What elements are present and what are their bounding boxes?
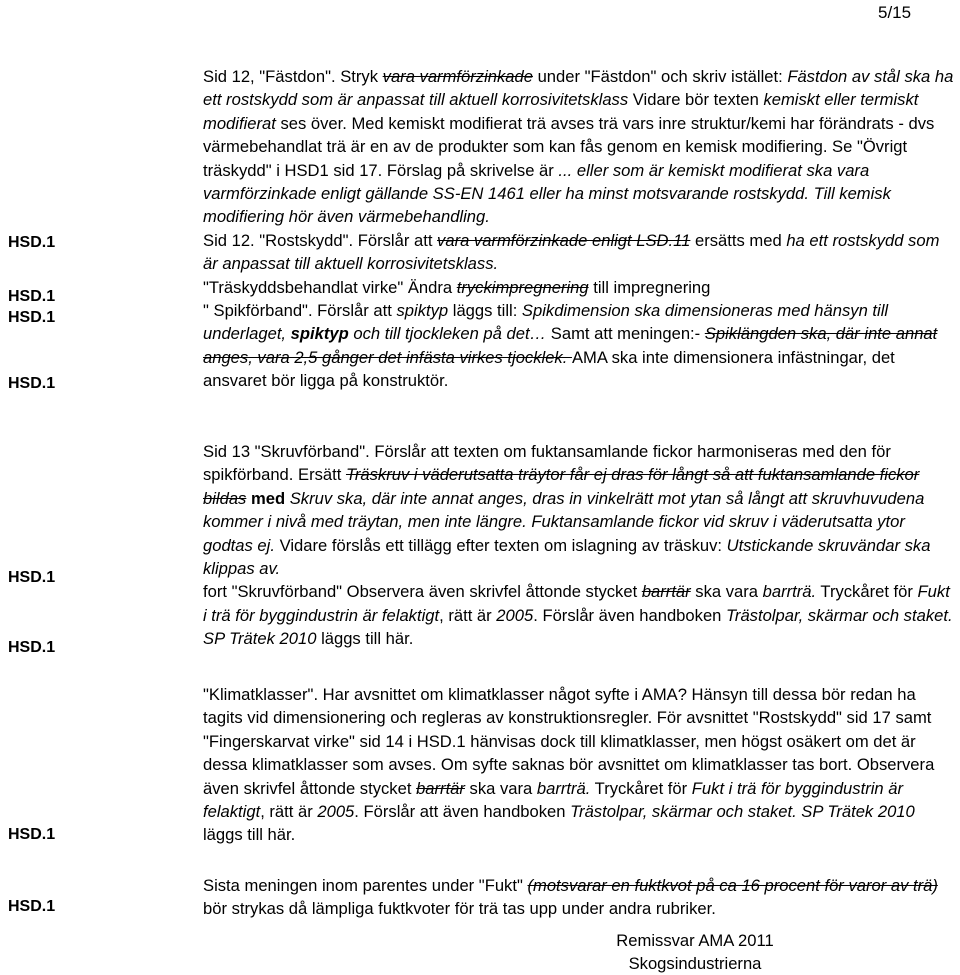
paragraph-skruvforband: Sid 13 "Skruvförband". Förslår att texten om fuktansamlande fickor harmoniseras med den för spikförband. Ersätt Träskruv i väderutsatta träytor får ej dras för långt så att fuktansamlande fickor bildas med Skruv ska, där inte annat anges, dras in vinkelrätt mot ytan så långt att skruvhuvudena kommer i nivå med träytan, men inte längre. Fuktansamlande fickor vid skruv i väderutsatta ytor godtas ej. Vidare förslås ett tillägg efter texten om islagning av träskuv: Utstickande skruvändar ska klippas av.: [203, 442, 931, 579]
margin-label-hsd1: HSD.1: [8, 234, 56, 251]
footer-organization: Skogsindustrierna: [628, 954, 762, 973]
paragraph-fukt: Sista meningen inom parentes under "Fukt" (motsvarar en fuktkvot på ca 16 procent för varor av trä) bör strykas då lämpliga fuktkvoter för trä tas upp under andra rubriker.: [203, 876, 938, 919]
paragraph-traskydd: "Träskyddsbehandlat virke" Ändra tryckimpregnering till impregnering: [203, 277, 711, 297]
paragraph-klimatklasser: "Klimatklasser". Har avsnittet om klimatklasser något syfte i AMA? Hänsyn till dessa bör redan ha tagits vid dimensionering och regleras av konstruktionsregler. För avsnittet "Rostskydd" sid 17 samt "Fingerskarvat virke" sid 14 i HSD.1 hänvisas dock till klimatklasser, men högst osäkert om det är dessa klimatklasser som avses. Om syfte saknas bör avsnittet om klimatklasser tas bort. Observera även skrivfel åttonde stycket barrtär ska vara barrträ. Tryckåret för Fukt i trä för byggindustrin är felaktigt, rätt är 2005. Förslår att även handboken Trästolpar, skärmar och staket. SP Trätek 2010 läggs till här.: [203, 685, 935, 845]
margin-label-hsd1: HSD.1: [8, 826, 56, 843]
margin-label-hsd1: HSD.1: [8, 288, 56, 305]
margin-label-hsd1: HSD.1: [8, 639, 56, 656]
paragraph-spikforband: " Spikförband". Förslår att spiktyp läggs till: Spikdimension ska dimensioneras med hänsyn till underlaget, spiktyp och till tjockleken på det… Samt att meningen:- Spiklängden ska, där inte annat anges, vara 2,5 gånger det infästa virkes tjocklek. AMA ska inte dimensionera infästningar, det ansvaret bör ligga på konstruktör.: [203, 301, 938, 391]
footer-title: Remissvar AMA 2011: [616, 931, 774, 950]
section-fukt: [203, 874, 955, 921]
paragraph-rostskydd: Sid 12. "Rostskydd". Förslår att vara varmförzinkade enligt LSD.11 ersätts med ha ett rostskydd som är anpassat till aktuell korrosivitetsklass.: [203, 230, 940, 274]
margin-label-hsd1: HSD.1: [8, 309, 56, 326]
paragraph-skruvforband-errata: fort "Skruvförband" Observera även skrivfel åttonde stycket barrtär ska vara barrträ. Tryckåret för Fukt i trä för byggindustrin är felaktigt, rätt är 2005. Förslår även handboken Trästolpar, skärmar och staket. SP Trätek 2010 läggs till här.: [203, 582, 953, 649]
section-skruvforband: [203, 440, 955, 651]
section-klimatklasser: [203, 683, 955, 847]
margin-label-hsd1: HSD.1: [8, 898, 56, 915]
footer: [580, 929, 810, 975]
margin-label-hsd1: HSD.1: [8, 375, 56, 392]
paragraph-fastdon: Sid 12, "Fästdon". Stryk vara varmförzinkade under "Fästdon" och skriv istället: Fästdon av stål ska ha ett rostskydd som är anpassat till aktuell korrosivitetsklass Vidare bör texten kemiskt eller termiskt modifierat ses över. Med kemiskt modifierat trä avses trä vars inre struktur/kemi har förändrats - dvs värmebehandlat trä är en av de produkter som kan fås genom en kemisk modifiering. Se "Övrigt träskydd" i HSD1 sid 17. Förslag på skrivelse är ... eller som är kemiskt modifierat ska vara varmförzinkade enligt gällande SS-EN 1461 eller ha minst motsvarande rostskydd. Till kemisk modifiering hör även värmebehandling.: [203, 67, 954, 227]
section-fastdon: [203, 65, 955, 393]
margin-label-hsd1: HSD.1: [8, 569, 56, 586]
page-number: 5/15: [878, 3, 912, 22]
